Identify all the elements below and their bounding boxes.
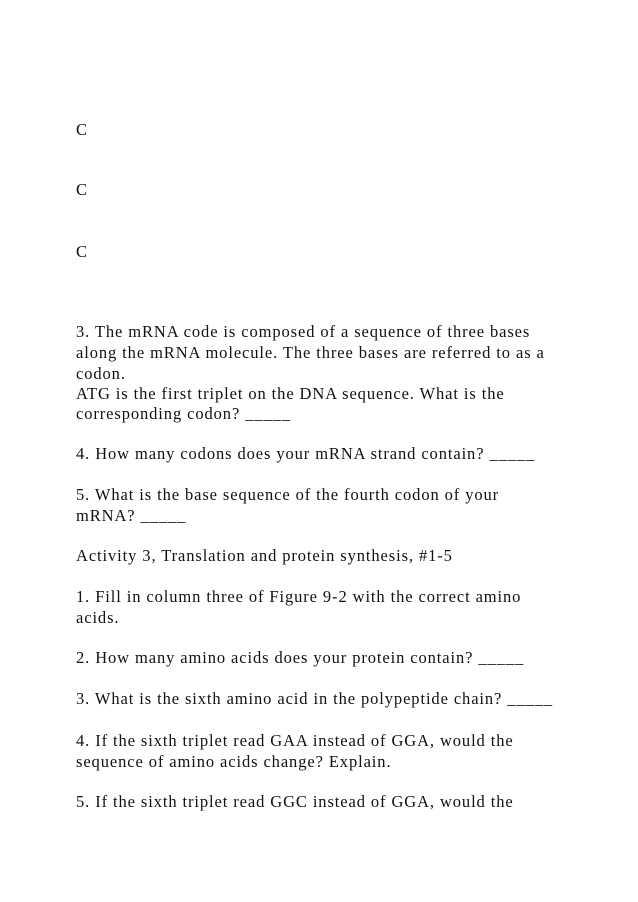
text-line: 5. What is the base sequence of the fourth codon of your <box>76 485 500 504</box>
text-line: 2. How many amino acids does your protein contain? _____ <box>76 648 525 667</box>
text-line: ATG is the first triplet on the DNA sequence. What is the <box>76 384 505 403</box>
text-line: corresponding codon? _____ <box>76 404 291 423</box>
text-line: Activity 3, Translation and protein synthesis, #1-5 <box>76 546 453 565</box>
text-line: 3. The mRNA code is composed of a sequence of three bases <box>76 322 531 341</box>
text-line: acids. <box>76 608 120 627</box>
text-line: sequence of amino acids change? Explain. <box>76 752 392 771</box>
text-line: 5. If the sixth triplet read GGC instead of GGA, would the <box>76 792 514 811</box>
text-line: codon. <box>76 364 126 383</box>
text-line: C <box>76 180 88 199</box>
text-line: along the mRNA molecule. The three bases are referred to as a <box>76 343 545 362</box>
text-line: mRNA? _____ <box>76 506 187 525</box>
text-line: 4. If the sixth triplet read GAA instead of GGA, would the <box>76 731 514 750</box>
text-line: 3. What is the sixth amino acid in the polypeptide chain? _____ <box>76 689 554 708</box>
text-line: 1. Fill in column three of Figure 9-2 with the correct amino <box>76 587 522 606</box>
text-line: C <box>76 242 88 261</box>
text-line: 4. How many codons does your mRNA strand contain? _____ <box>76 444 536 463</box>
text-line: C <box>76 120 88 139</box>
